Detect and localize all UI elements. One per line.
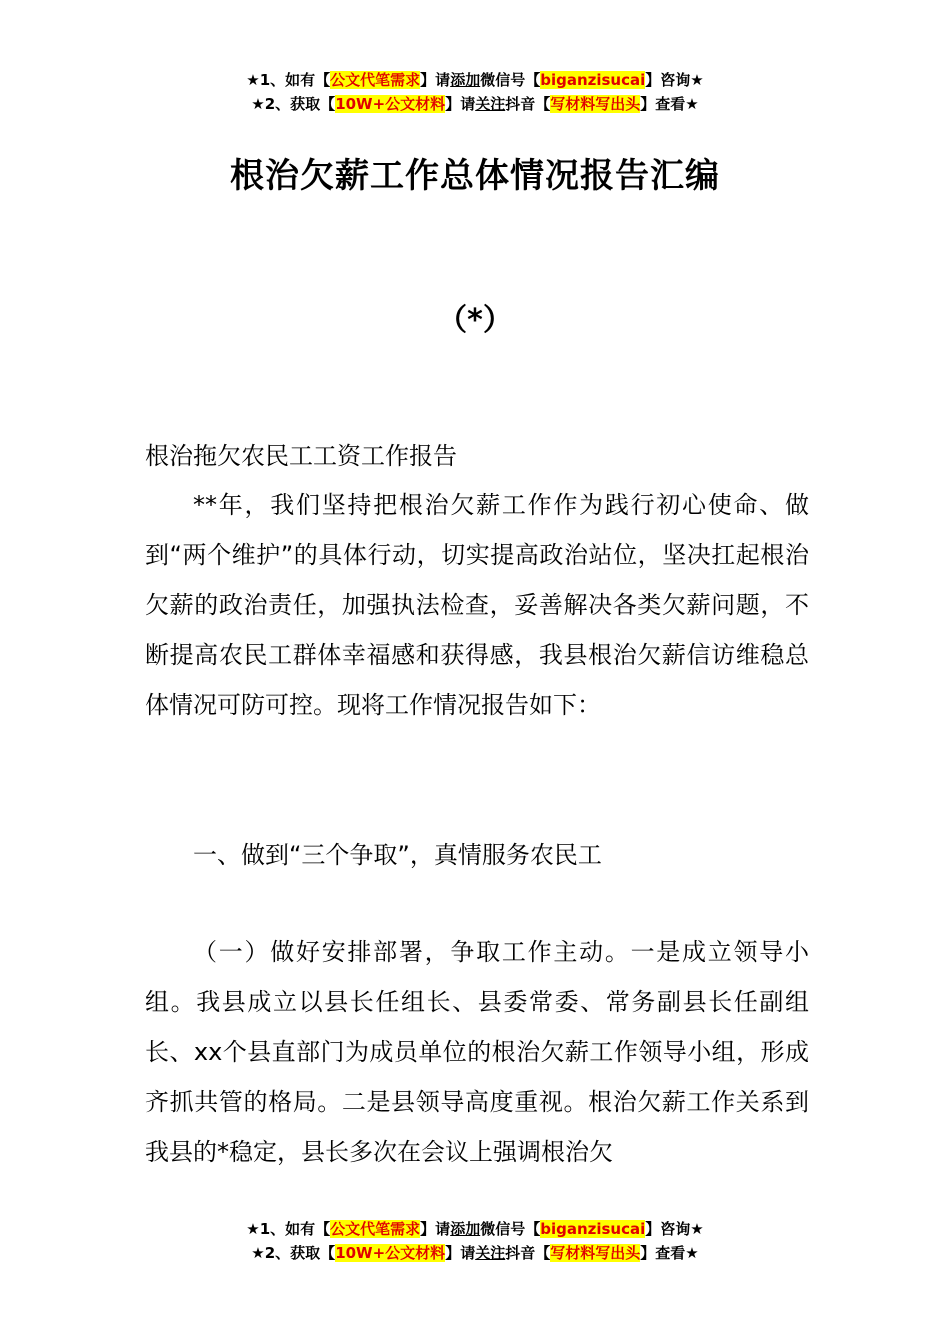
promo-underline: 添加 xyxy=(450,71,481,89)
promo-text: 抖音【 xyxy=(505,1244,551,1262)
promo-text: 微信号【 xyxy=(480,1220,541,1238)
promo-highlight: 公文代笔需求 xyxy=(330,1220,421,1238)
section-mark: （*） xyxy=(437,303,513,338)
promo-text: 】请 xyxy=(445,95,476,113)
promo-banner-top xyxy=(0,68,950,116)
promo-text: ★1、如有【 xyxy=(246,1220,331,1238)
promo-highlight: biganzisucai xyxy=(540,1220,646,1238)
promo-text: ★2、获取【 xyxy=(251,1244,336,1262)
promo-text: 】查看★ xyxy=(640,95,699,113)
promo-underline: 添加 xyxy=(450,1220,481,1238)
promo-text: 】咨询★ xyxy=(645,71,704,89)
promo-text: 微信号【 xyxy=(480,71,541,89)
promo-line-2 xyxy=(0,1241,950,1265)
promo-highlight: 写材料写出头 xyxy=(550,1244,641,1262)
promo-text: 】请 xyxy=(445,1244,476,1262)
intro-paragraph: **年，我们坚持把根治欠薪工作作为践行初心使命、做到“两个维护”的具体行动，切实提高政治站位，坚决扛起根治欠薪的政治责任，加强执法检查，妥善解决各类欠薪问题，不断提高农民工群体幸福感和获得感，我县根治欠薪信访维稳总体情况可防可控。现将工作情况报告如下： xyxy=(145,491,809,719)
promo-text: 抖音【 xyxy=(505,95,551,113)
promo-text: ★2、获取【 xyxy=(251,95,336,113)
promo-text: 】请 xyxy=(420,71,451,89)
promo-underline: 关注 xyxy=(475,95,506,113)
body-paragraph: （一）做好安排部署，争取工作主动。一是成立领导小组。我县成立以县长任组长、县委常委、常务副县长任副组长、xx个县直部门为成员单位的根治欠薪工作领导小组，形成齐抓共管的格局。二是县领导高度重视。根治欠薪工作关系到我县的*稳定，县长多次在会议上强调根治欠 xyxy=(145,938,809,1166)
promo-banner-bottom xyxy=(0,1217,950,1265)
promo-underline: 关注 xyxy=(475,1244,506,1262)
report-subtitle: 根治拖欠农民工工资工作报告 xyxy=(145,442,457,470)
promo-text: 】咨询★ xyxy=(645,1220,704,1238)
section-heading: 一、做到“三个争取”，真情服务农民工 xyxy=(193,841,602,869)
promo-text: ★1、如有【 xyxy=(246,71,331,89)
promo-line-1 xyxy=(0,1217,950,1241)
promo-highlight: 10W+公文材料 xyxy=(335,95,446,113)
promo-text: 】查看★ xyxy=(640,1244,699,1262)
promo-highlight: 10W+公文材料 xyxy=(335,1244,446,1262)
promo-highlight: 公文代笔需求 xyxy=(330,71,421,89)
promo-highlight: biganzisucai xyxy=(540,71,646,89)
promo-line-2 xyxy=(0,92,950,116)
promo-line-1 xyxy=(0,68,950,92)
promo-highlight: 写材料写出头 xyxy=(550,95,641,113)
document-title: 根治欠薪工作总体情况报告汇编 xyxy=(230,156,720,196)
promo-text: 】请 xyxy=(420,1220,451,1238)
